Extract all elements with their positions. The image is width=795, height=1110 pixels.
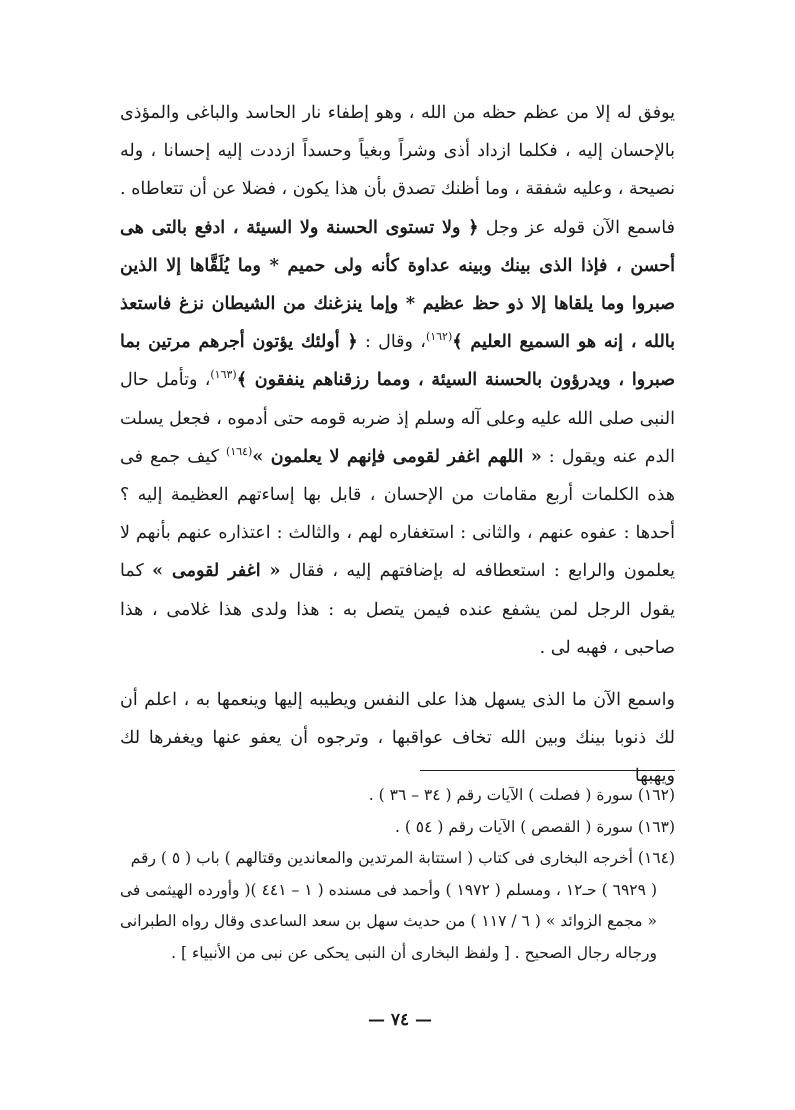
paragraph-1 <box>120 94 675 667</box>
footnote-ref-164[interactable]: (١٦٤) <box>225 445 253 458</box>
page-number: — ٧٤ — <box>367 1010 433 1030</box>
text-segment: ، وقال : <box>357 332 426 353</box>
hadith-quote: « اللهم اغفر لقومى فإنهم لا يعلمون » <box>252 446 542 467</box>
footnote-ref-162[interactable]: (١٦٢) <box>425 330 453 344</box>
text-segment: يوفق له إلا من عظم حظه من الله ، وهو إطفاء نار الحاسد والباغى والمؤذى بالإحسان إليه ، فكلما ازداد أذى وشراً وبغياً وحسداً ازددت إليه إحسانا ، وله نصيحة ، وعليه شفقة ، وما أظنك تصدق بأن هذا يكون ، فضلا عن أن تتعاطاه . فاسمع الآن قوله عز وجل <box>120 103 675 238</box>
footnotes <box>120 780 675 970</box>
text-segment: كما يقول الرجل لمن يشفع عنده فيمن يتصل به : هذا ولدى هذا غلامى ، هذا صاحبى ، فهبه لى . <box>120 561 675 658</box>
footnote-162: (١٦٢) سورة ( فصلت ) الآيات رقم ( ٣٤ – ٣٦ ) . <box>368 786 675 804</box>
footnote-164: (١٦٤) أخرجه البخارى فى كتاب ( استتابة المرتدين والمعاندين وقتالهم ) باب ( ٥ ) رقم <box>130 849 675 868</box>
footnote-ref-163[interactable]: (١٦٣) <box>210 368 237 382</box>
paragraph-2: واسمع الآن ما الذى يسهل هذا على النفس ويطيبه إليها وينعمها به ، اعلم أن لك ذنوبا بينك وبين الله تخاف عواقبها ، وترجوه أن يعفو عنها ويغفرها لك ويهبها <box>120 690 675 787</box>
text-segment: كيف جمع فى هذه الكلمات أربع مقامات من الإحسان ، قابل بها إساءتهم العظيمة إليه ؟ أحدها : عفوه عنهم ، والثانى : استغفاره لهم ، والثالث : اعتذاره عنهم بأنهم لا يعلمون والرابع : استعطافه له بإضافتهم إليه ، فقال <box>120 446 675 582</box>
footnote-164-continued: ( ٦٩٢٩ ) حـ١٢ ، ومسلم ( ١٩٧٢ ) وأحمد فى مسنده ( ١ – ٤٤١ )( وأورده الهيثمى فى « مجمع الزوائد » ( ٦ / ١١٧ ) من حديث سهل بن سعد الساعدى وقال رواه الطبرانى ورجاله رجال الصحيح . [ ولفظ البخارى أن النبى يحكى عن نبى من الأنبياء ] . <box>120 880 658 962</box>
quran-verse: ﴿ أولئك يؤتون أجرهم مرتين بما صبروا ، ويدرؤون بالحسنة السيئة ، ومما رزقناهم ينفقون ﴾ <box>120 332 675 391</box>
hadith-quote: « اغفر لقومى » <box>152 561 281 582</box>
quran-verse: ﴿ ولا تستوى الحسنة ولا السيئة ، ادفع بالتى هى أحسن ، فإذا الذى بينك وبينه عداوة كأنه ولى حميم * وما يُلَقَّاها إلا الذين صبروا وما يلقاها إلا ذو حظ عظيم * وإما ينزغنك من الشيطان نزغ فاستعذ بالله ، إنه هو السميع العليم ﴾ <box>120 217 675 353</box>
footnote-divider <box>420 770 675 771</box>
footnote-163: (١٦٣) سورة ( القصص ) الآيات رقم ( ٥٤ ) . <box>394 817 675 836</box>
text-segment: ، وتأمل حال النبى صلى الله عليه وعلى آله وسلم إذ ضربه قومه حتى أدموه ، فجعل يسلت الدم عنه ويقول : <box>120 370 676 467</box>
main-text <box>120 94 675 796</box>
